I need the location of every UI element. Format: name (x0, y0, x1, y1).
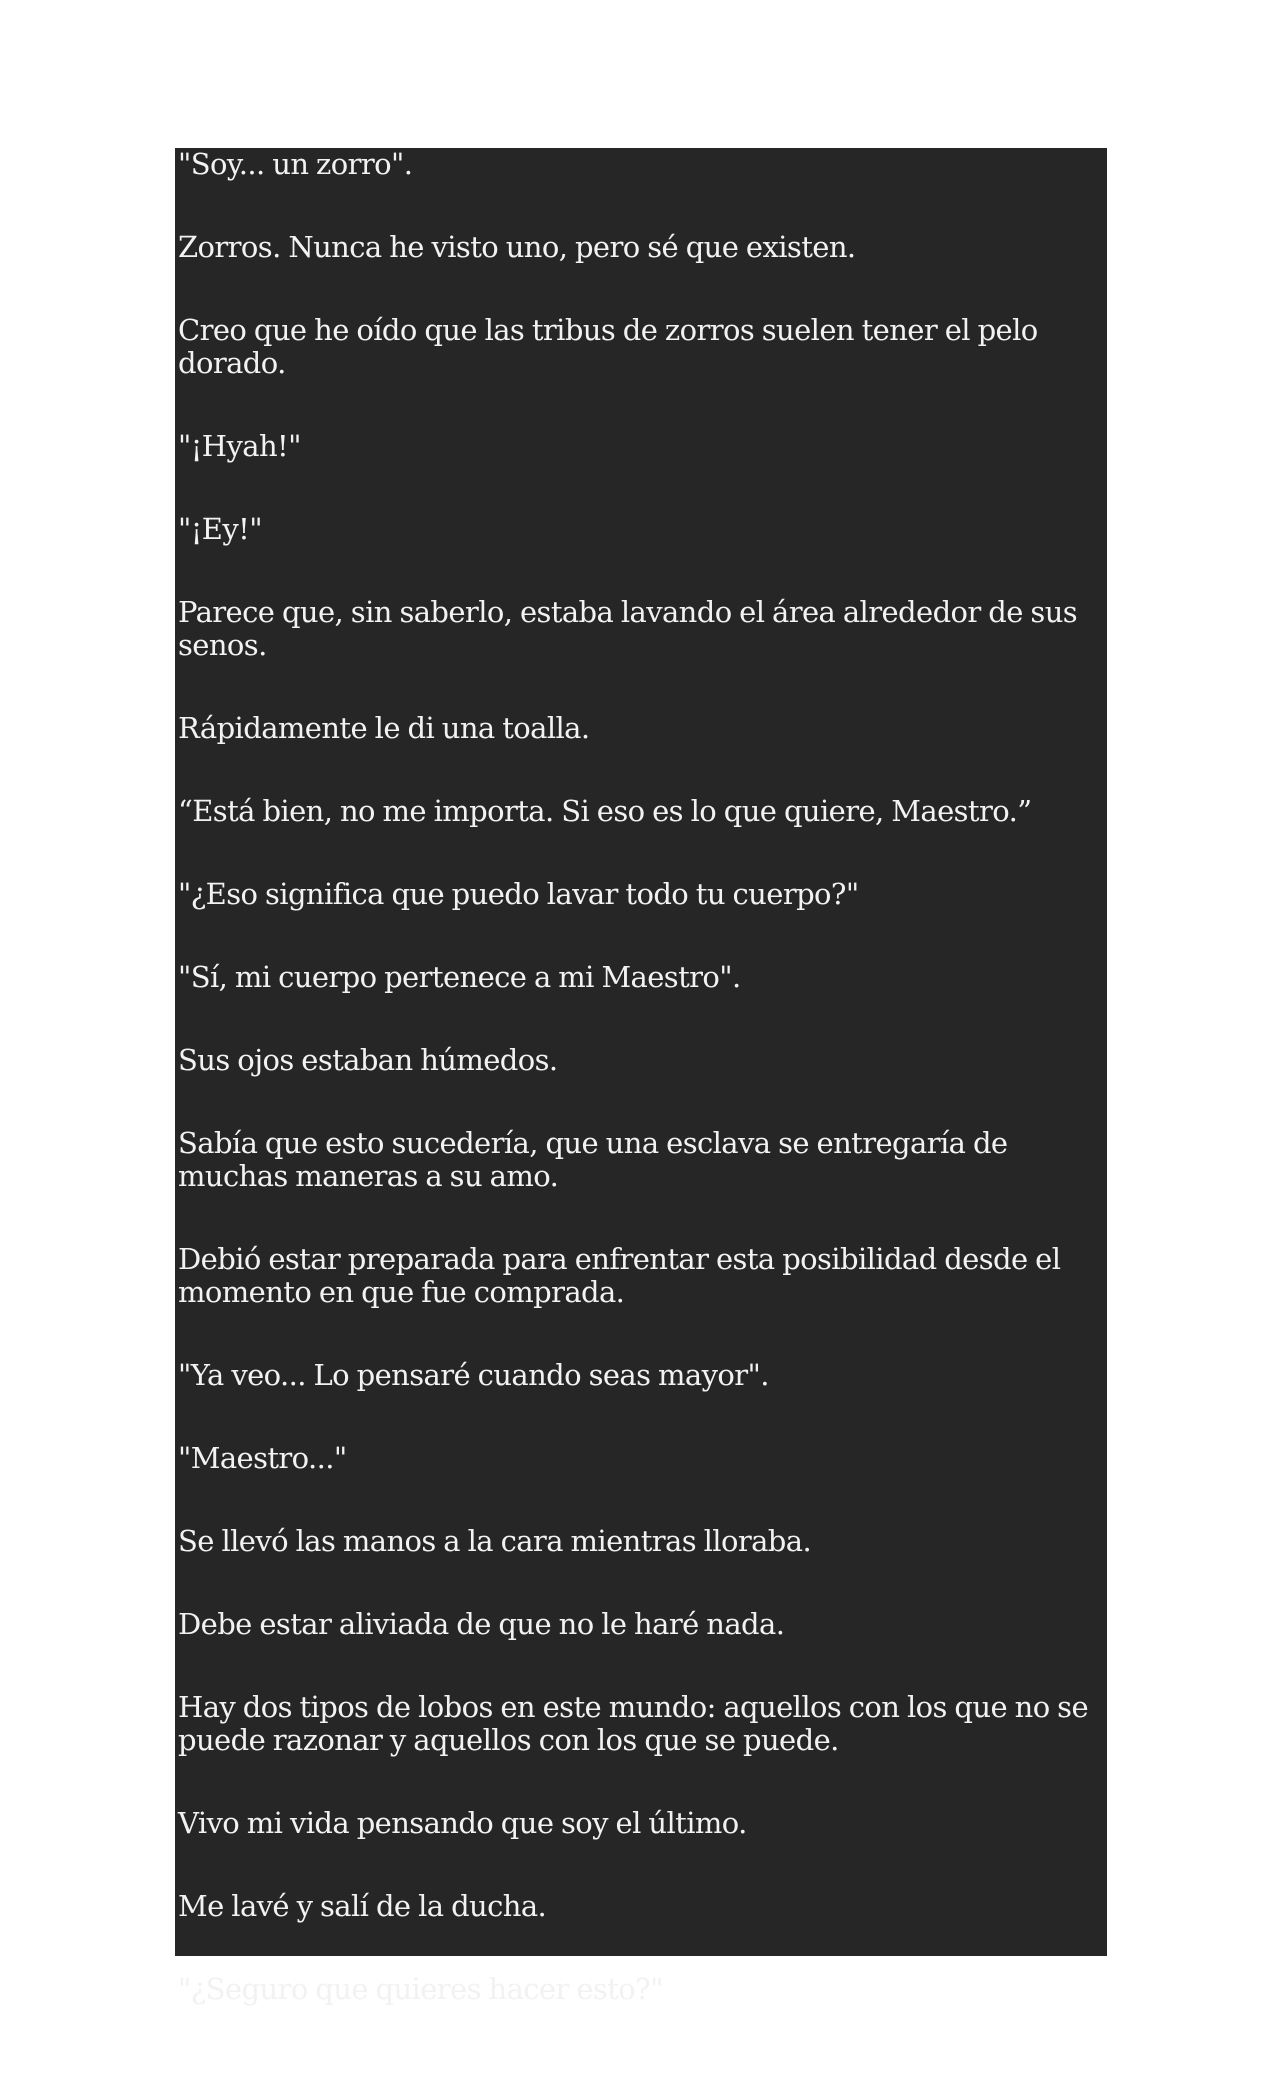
paragraph-14: "Ya veo... Lo pensaré cuando seas mayor". (178, 1358, 769, 1392)
paragraph-3: Creo que he oído que las tribus de zorros suelen tener el pelo dorado. (178, 313, 1038, 380)
paragraph-10: "Sí, mi cuerpo pertenece a mi Maestro". (178, 960, 741, 994)
paragraph-1: "Soy... un zorro". (178, 147, 413, 181)
paragraph-7: Rápidamente le di una toalla. (178, 711, 590, 745)
paragraph-17: Debe estar aliviada de que no le haré nada. (178, 1607, 785, 1641)
paragraph-6: Parece que, sin saberlo, estaba lavando el área alrededor de sus senos. (178, 595, 1078, 662)
paragraph-5: "¡Ey!" (178, 512, 262, 546)
paragraph-21: "¿Seguro que quieres hacer esto?" (178, 1972, 663, 2006)
paragraph-8: “Está bien, no me importa. Si eso es lo que quiere, Maestro.” (178, 794, 1032, 828)
paragraph-19: Vivo mi vida pensando que soy el último. (178, 1806, 747, 1840)
paragraph-9: "¿Eso significa que puedo lavar todo tu cuerpo?" (178, 877, 859, 911)
paragraph-11: Sus ojos estaban húmedos. (178, 1043, 558, 1077)
paragraph-16: Se llevó las manos a la cara mientras lloraba. (178, 1524, 812, 1558)
paragraph-13: Debió estar preparada para enfrentar esta posibilidad desde el momento en que fue comprada. (178, 1242, 1061, 1309)
paragraph-12: Sabía que esto sucedería, que una esclava se entregaría de muchas maneras a su amo. (178, 1126, 1008, 1193)
paragraph-18: Hay dos tipos de lobos en este mundo: aquellos con los que no se puede razonar y aquellos con los que se puede. (178, 1690, 1089, 1757)
document-text-panel (175, 147, 1107, 2006)
paragraph-4: "¡Hyah!" (178, 429, 301, 463)
paragraph-15: "Maestro..." (178, 1441, 347, 1475)
paragraph-20: Me lavé y salí de la ducha. (178, 1889, 547, 1923)
paragraph-2: Zorros. Nunca he visto uno, pero sé que existen. (178, 230, 856, 264)
